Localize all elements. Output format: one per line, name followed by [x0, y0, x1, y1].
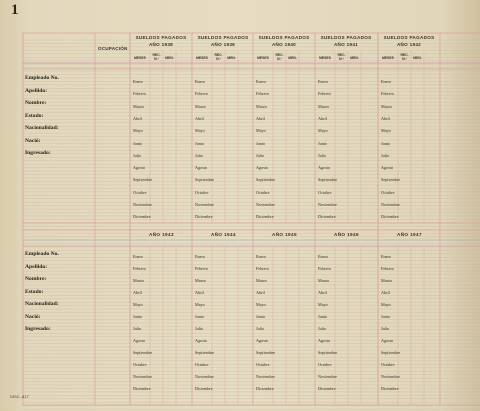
month-label: Mayo [256, 302, 266, 307]
month-label: Junio [195, 314, 205, 319]
months-subheader: MESES [134, 56, 146, 60]
month-label: Enero [256, 79, 266, 84]
month-label: Enero [318, 254, 328, 259]
salary-header-year: AÑO 1939 [210, 42, 236, 47]
month-label: Marzo [256, 103, 267, 109]
employee-field-label: Estado: [25, 112, 44, 119]
month-label: Abril [195, 115, 204, 121]
month-label: Septiembre [133, 177, 153, 183]
month-label: Junio [195, 140, 205, 146]
month-label: Abril [318, 115, 327, 121]
month-label: Enero [195, 79, 205, 84]
month-label: Agosto [133, 165, 146, 171]
salary-header-year: AÑO 1942 [396, 42, 422, 47]
month-label: Abril [133, 115, 142, 121]
month-label: Marzo [256, 278, 267, 283]
month-label: Marzo [195, 103, 206, 109]
salary-header-year: AÑO 1938 [148, 42, 174, 47]
month-label: Julio [195, 152, 204, 158]
month-label: Noviembre [256, 202, 275, 207]
employee-field-label: Ingresado: [25, 150, 51, 156]
month-label: Octubre [381, 362, 395, 367]
month-label: Abril [256, 290, 265, 295]
month-label: Septiembre [381, 350, 401, 355]
month-label: Agosto [256, 165, 269, 171]
month-label: Noviembre [381, 374, 400, 379]
months-subheader: MESES [196, 56, 208, 60]
month-label: Mayo [195, 302, 205, 307]
month-label: Febrero [318, 91, 332, 97]
month-label: Agosto [381, 165, 394, 171]
month-label: Noviembre [133, 202, 152, 207]
month-label: Septiembre [318, 177, 338, 183]
month-label: Diciembre [381, 214, 399, 220]
month-label: Mayo [381, 302, 391, 307]
month-label: Octubre [256, 189, 270, 195]
month-label: Octubre [133, 362, 147, 367]
month-label: Febrero [381, 266, 395, 271]
salary-header-title: SUELDOS PAGADOS [258, 35, 310, 40]
month-label: Julio [256, 152, 265, 158]
month-label: Septiembre [195, 177, 215, 183]
rec-subheader: REC. N.º [337, 53, 346, 61]
month-label: Diciembre [195, 386, 213, 391]
month-label: Julio [256, 326, 265, 331]
month-label: Febrero [256, 91, 270, 97]
month-label: Junio [133, 140, 143, 146]
month-label: Febrero [381, 91, 395, 97]
employee-field-label: Empleado No. [25, 251, 59, 257]
month-label: Septiembre [133, 350, 153, 355]
rec-subheader: REC. N.º [152, 53, 161, 61]
months-subheader: MESES [257, 56, 269, 60]
month-label: Septiembre [256, 177, 276, 183]
month-label: Enero [381, 79, 391, 84]
month-label: Diciembre [256, 386, 274, 391]
month-label: Febrero [195, 91, 209, 97]
month-label: Julio [195, 326, 204, 331]
month-label: Abril [318, 290, 327, 295]
month-label: Noviembre [256, 374, 275, 379]
month-label: Julio [133, 326, 142, 331]
month-label: Junio [256, 314, 266, 319]
month-label: Febrero [256, 266, 270, 271]
employee-field-label: Estado: [25, 288, 44, 295]
employee-field-label: Apellido: [25, 263, 48, 270]
employee-field-label: Nombre: [25, 100, 47, 106]
employee-field-label: Nacionalidad: [25, 301, 59, 307]
month-label: Diciembre [133, 386, 151, 391]
month-label: Junio [318, 140, 328, 146]
rec-subheader: REC. N.º [275, 53, 284, 61]
men-subheader: MEN. [288, 56, 297, 60]
month-label: Agosto [195, 338, 208, 343]
month-label: Mayo [318, 302, 328, 307]
month-label: Diciembre [133, 214, 151, 220]
month-label: Abril [256, 115, 265, 121]
month-label: Febrero [318, 266, 332, 271]
month-label: Agosto [256, 338, 269, 343]
month-label: Agosto [318, 338, 331, 343]
rec-subheader: REC. N.º [400, 53, 409, 61]
men-subheader: MEN. [413, 56, 422, 60]
month-label: Abril [381, 290, 390, 295]
month-label: Enero [318, 79, 328, 84]
lower-year-header: AÑO 1943 [149, 232, 174, 237]
month-label: Marzo [381, 278, 392, 283]
salary-header-title: SUELDOS PAGADOS [383, 35, 435, 40]
month-label: Mayo [381, 128, 391, 134]
month-label: Junio [318, 314, 328, 319]
month-label: Agosto [195, 165, 208, 171]
month-label: Octubre [133, 189, 147, 195]
month-label: Diciembre [318, 214, 336, 220]
month-label: Mayo [133, 302, 143, 307]
page-number: 1 [11, 2, 19, 18]
month-label: Octubre [195, 189, 209, 195]
men-subheader: MEN. [165, 56, 174, 60]
month-label: Mayo [195, 128, 205, 134]
month-label: Febrero [133, 91, 147, 97]
month-label: Marzo [195, 278, 206, 283]
month-label: Mayo [318, 128, 328, 134]
month-label: Junio [381, 314, 391, 319]
month-label: Abril [133, 290, 142, 295]
lower-year-header: AÑO 1947 [397, 232, 422, 237]
month-label: Octubre [318, 362, 332, 367]
month-label: Marzo [133, 278, 144, 283]
month-label: Marzo [318, 278, 329, 283]
lower-year-header: AÑO 1946 [334, 232, 359, 237]
month-label: Diciembre [318, 386, 336, 391]
month-label: Junio [133, 314, 143, 319]
month-label: Junio [256, 140, 266, 146]
month-label: Julio [318, 152, 327, 158]
month-label: Octubre [381, 189, 395, 195]
employee-field-label: Nacionalidad: [25, 125, 59, 131]
month-label: Marzo [318, 103, 329, 109]
month-label: Julio [381, 326, 390, 331]
men-subheader: MEN. [227, 56, 236, 60]
month-label: Febrero [133, 266, 147, 271]
month-label: Noviembre [195, 202, 214, 207]
men-subheader: MEN. [350, 56, 359, 60]
employee-field-label: Ingresado: [25, 326, 51, 332]
month-label: Septiembre [256, 350, 276, 355]
month-label: Abril [381, 115, 390, 121]
lower-year-header: AÑO 1944 [211, 232, 236, 237]
month-label: Octubre [318, 189, 332, 195]
month-label: Julio [133, 152, 142, 158]
month-label: Diciembre [195, 214, 213, 220]
month-label: Mayo [133, 128, 143, 134]
month-label: Junio [381, 140, 391, 146]
month-label: Febrero [195, 266, 209, 271]
month-label: Noviembre [381, 202, 400, 207]
month-label: Agosto [318, 165, 331, 171]
month-label: Marzo [133, 103, 144, 109]
month-label: Julio [381, 152, 390, 158]
month-label: Enero [133, 79, 143, 84]
month-label: Abril [195, 290, 204, 295]
employee-field-label: Apellido: [25, 87, 48, 94]
month-label: Octubre [256, 362, 270, 367]
salary-header-year: AÑO 1940 [271, 42, 297, 47]
month-label: Septiembre [318, 350, 338, 355]
month-label: Agosto [133, 338, 146, 343]
salary-header-title: SUELDOS PAGADOS [320, 35, 372, 40]
month-label: Mayo [256, 128, 266, 134]
month-label: Noviembre [318, 202, 337, 207]
month-label: Septiembre [381, 177, 401, 183]
employee-field-label: Nació: [25, 137, 41, 144]
month-label: Septiembre [195, 350, 215, 355]
month-label: Agosto [381, 338, 394, 343]
month-label: Noviembre [195, 374, 214, 379]
month-label: Enero [133, 254, 143, 259]
month-label: Noviembre [318, 374, 337, 379]
rec-subheader: REC. N.º [214, 53, 223, 61]
month-label: Julio [318, 326, 327, 331]
lower-year-header: AÑO 1945 [272, 232, 297, 237]
salary-header-title: SUELDOS PAGADOS [197, 35, 249, 40]
employee-field-label: Nació: [25, 313, 41, 320]
month-label: Enero [256, 254, 266, 259]
months-subheader: MESES [382, 56, 394, 60]
month-label: Diciembre [256, 214, 274, 220]
month-label: Enero [381, 254, 391, 259]
employee-field-label: Nombre: [25, 276, 47, 282]
month-label: Enero [195, 254, 205, 259]
occupation-header: OCUPACIÓN [98, 46, 128, 51]
salary-header-year: AÑO 1941 [333, 42, 359, 47]
salary-header-title: SUELDOS PAGADOS [135, 35, 187, 40]
form-code: DISC.-817 [10, 394, 29, 399]
month-label: Octubre [195, 362, 209, 367]
employee-field-label: Empleado No. [25, 75, 59, 81]
month-label: Diciembre [381, 386, 399, 391]
month-label: Marzo [381, 103, 392, 109]
month-label: Noviembre [133, 374, 152, 379]
months-subheader: MESES [319, 56, 331, 60]
